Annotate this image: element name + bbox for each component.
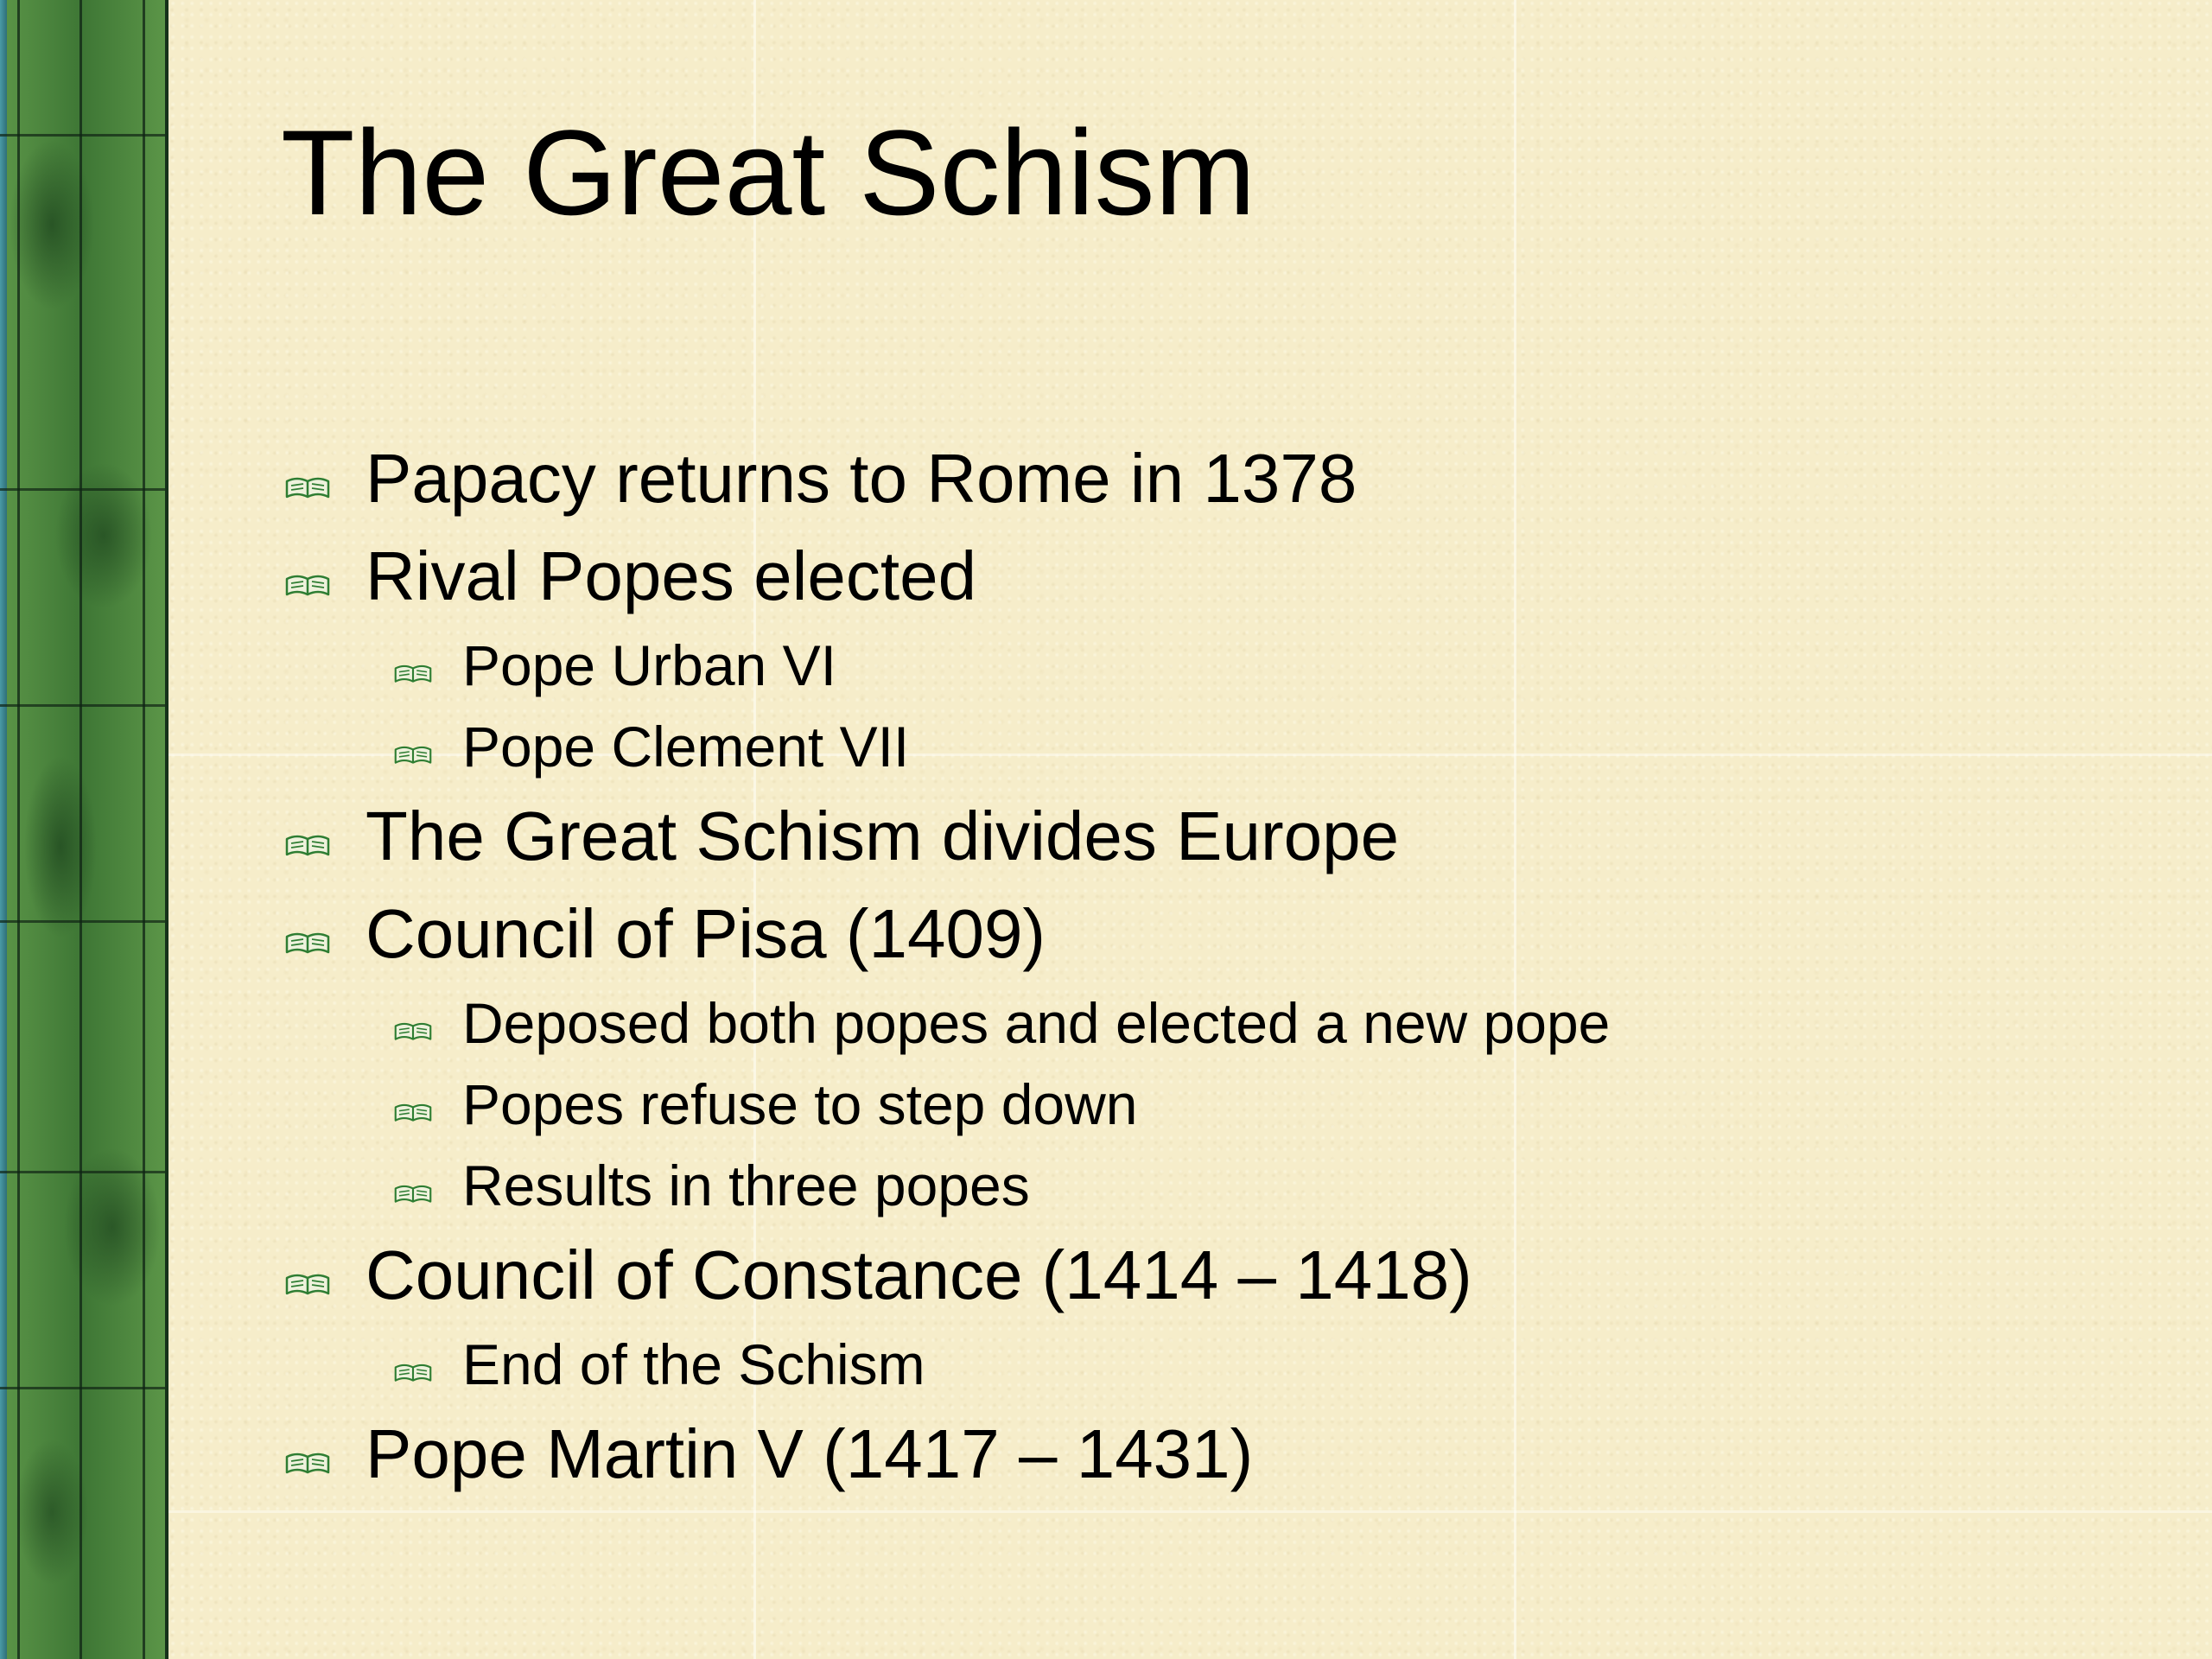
bullet-item (281, 1226, 2139, 1324)
sub-bullet-text: Results in three popes (462, 1154, 1030, 1217)
border-grid-line (0, 920, 165, 923)
sub-bullet-item (281, 1145, 2139, 1226)
sub-bullet-text: Pope Urban VI (462, 633, 836, 697)
open-book-icon (284, 570, 331, 598)
sub-bullet-item (281, 982, 2139, 1064)
sub-bullet-item (281, 706, 2139, 787)
border-grid-line (0, 704, 165, 707)
decorative-leaf-border (0, 0, 168, 1659)
border-grid-line (0, 488, 165, 491)
sub-bullet-text: Pope Clement VII (462, 715, 910, 779)
bullet-item (281, 527, 2139, 625)
bullet-item (281, 885, 2139, 982)
sub-bullet-text: End of the Schism (462, 1332, 925, 1396)
border-edge (0, 0, 7, 1659)
bullet-list (281, 429, 2139, 1503)
open-book-icon (393, 742, 433, 766)
border-grid-line (79, 0, 82, 1659)
bullet-item (281, 429, 2139, 527)
bullet-text: The Great Schism divides Europe (365, 798, 1400, 874)
open-book-icon (284, 473, 331, 500)
sub-bullet-text: Deposed both popes and elected a new pope (462, 991, 1611, 1055)
border-grid-line (0, 1171, 165, 1173)
bullet-text: Papacy returns to Rome in 1378 (365, 440, 1357, 517)
open-book-icon (393, 661, 433, 684)
open-book-icon (284, 1269, 331, 1297)
bullet-text: Rival Popes elected (365, 537, 977, 614)
open-book-icon (393, 1019, 433, 1042)
bullet-text: Pope Martin V (1417 – 1431) (365, 1415, 1254, 1492)
open-book-icon (393, 1181, 433, 1205)
open-book-icon (393, 1100, 433, 1123)
sub-bullet-item (281, 1064, 2139, 1145)
bullet-item (281, 1405, 2139, 1503)
open-book-icon (284, 1448, 331, 1476)
open-book-icon (393, 1360, 433, 1383)
sub-bullet-item (281, 625, 2139, 706)
border-grid-line (17, 0, 20, 1659)
bullet-item (281, 787, 2139, 885)
slide-title: The Great Schism (281, 105, 1256, 240)
sub-bullet-item (281, 1324, 2139, 1405)
border-grid-line (0, 1387, 165, 1389)
border-grid-line (143, 0, 145, 1659)
bullet-text: Council of Pisa (1409) (365, 895, 1046, 972)
texture-seam (168, 1510, 2212, 1513)
sub-bullet-text: Popes refuse to step down (462, 1072, 1138, 1136)
border-grid-line (0, 134, 165, 137)
open-book-icon (284, 928, 331, 956)
bullet-text: Council of Constance (1414 – 1418) (365, 1236, 1472, 1313)
open-book-icon (284, 830, 331, 858)
